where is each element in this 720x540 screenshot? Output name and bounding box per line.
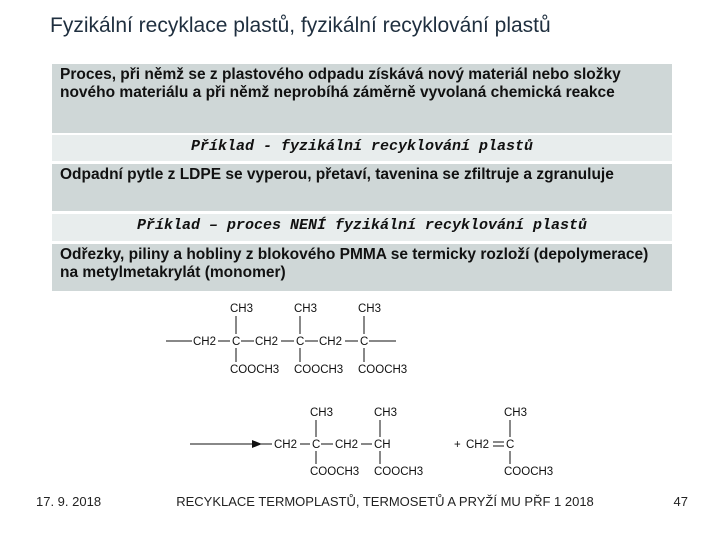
monomer [454, 407, 553, 478]
label-cooch3: COOCH3 [358, 364, 408, 376]
slide-title: Fyzikální recyklace plastů, fyzikální recyklování plastů [50, 14, 551, 37]
label-cooch3: COOCH3 [374, 466, 424, 478]
footer-date: 17. 9. 2018 [36, 494, 102, 509]
label-ch3: CH3 [504, 407, 528, 419]
example-heading: Příklad - fyzikální recyklování plastů [52, 135, 672, 161]
label-ch3: CH3 [294, 303, 318, 315]
label-ch3: CH3 [358, 303, 382, 315]
definition-text: Proces, při němž se z plastového odpadu získává nový materiál nebo složky nového materiálu a při němž neprobíhá záměrně vyvolaná chemická reakce [52, 64, 672, 133]
label-c: C [360, 336, 369, 348]
label-ch2: CH2 [335, 439, 359, 451]
label-ch: CH [374, 439, 391, 451]
label-c: C [506, 439, 515, 451]
label-c: C [296, 336, 305, 348]
label-cooch3: COOCH3 [294, 364, 344, 376]
label-cooch3: COOCH3 [504, 466, 554, 478]
label-c: C [232, 336, 241, 348]
label-cooch3: COOCH3 [230, 364, 280, 376]
label-ch3: CH3 [230, 303, 254, 315]
label-c: C [312, 439, 321, 451]
footer-course: RECYKLACE TERMOPLASTŮ, TERMOSETŮ A PRYŽÍ MU PŘF 1 2018 [176, 494, 594, 509]
label-ch2-double: CH2 [466, 439, 490, 451]
example-text: Odpadní pytle z LDPE se vyperou, přetaví, tavenina se zfiltruje a zgranuluje [52, 164, 672, 211]
pmma-chain [166, 303, 407, 376]
label-ch2: CH2 [255, 336, 279, 348]
counter-example-heading: Příklad – proces NENÍ fyzikální recyklování plastů [52, 214, 672, 241]
label-plus: + [454, 439, 461, 451]
counter-example-text: Odřezky, piliny a hobliny z blokového PMMA se termicky rozloží (depolymerace) na metylmetakrylát (monomer) [52, 244, 672, 291]
label-ch3: CH3 [374, 407, 398, 419]
label-ch2: CH2 [193, 336, 217, 348]
label-cooch3: COOCH3 [310, 466, 360, 478]
page-number: 47 [673, 494, 688, 509]
label-ch2: CH2 [319, 336, 343, 348]
label-ch3: CH3 [310, 407, 334, 419]
depolymerization-scheme [140, 296, 560, 492]
label-ch2: CH2 [274, 439, 298, 451]
product-chain [260, 407, 423, 478]
depolymerization-arrow [190, 440, 262, 448]
